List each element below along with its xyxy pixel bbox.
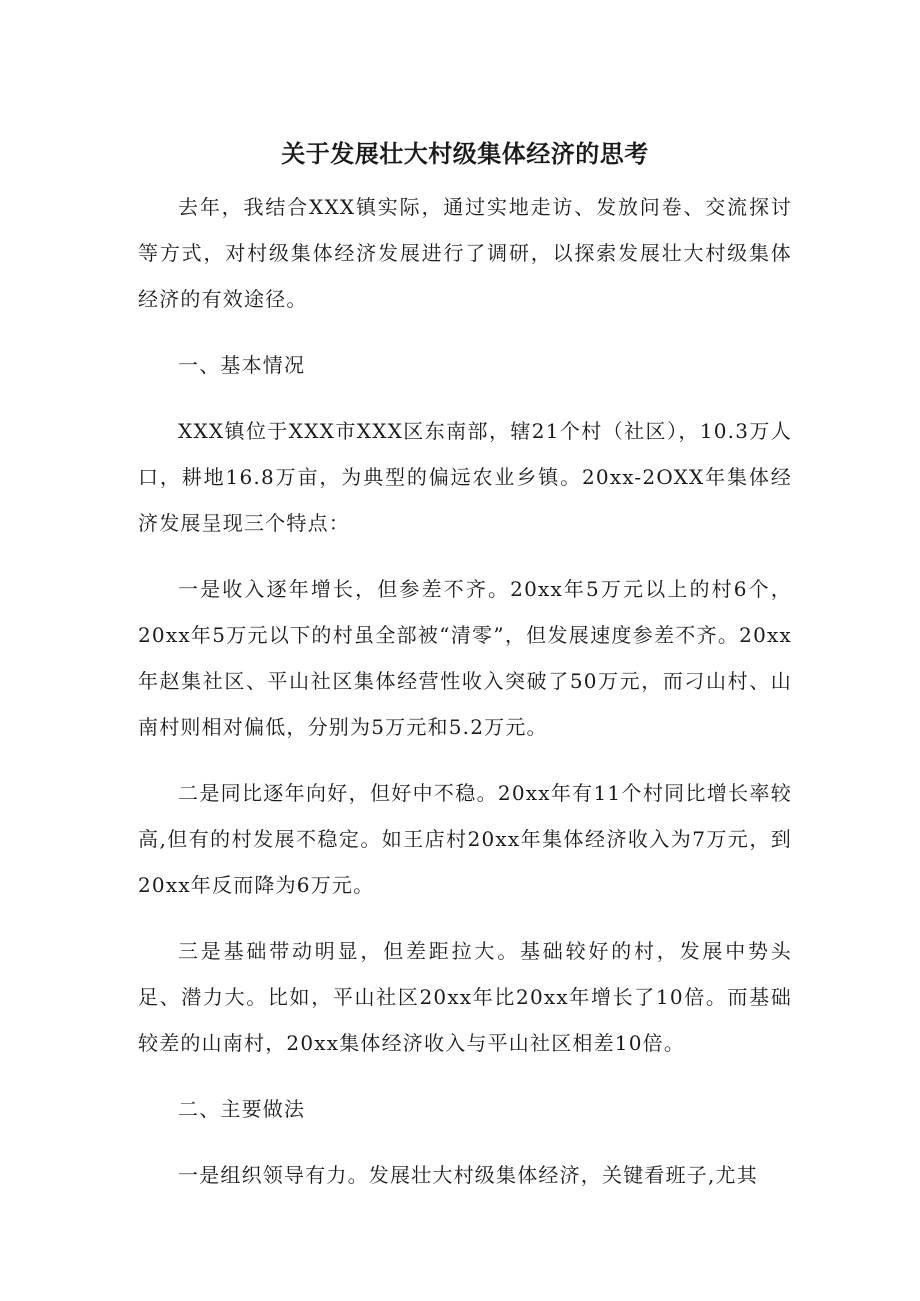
- feature-one-paragraph: 一是收入逐年增长，但参差不齐。20xx年5万元以上的村6个，20xx年5万元以下的村虽全部被“清零”，但发展速度参差不齐。20xx年赵集社区、平山社区集体经营性收入突破了50万元，而刁山村、山南村则相对偏低，分别为5万元和5.2万元。: [138, 577, 792, 739]
- feature-three-paragraph: 三是基础带动明显，但差距拉大。基础较好的村，发展中势头足、潜力大。比如，平山社区20xx年比20xx年增长了10倍。而基础较差的山南村，20xx集体经济收入与平山社区相差10倍。: [138, 939, 792, 1055]
- document-title: 关于发展壮大村级集体经济的思考: [281, 140, 649, 168]
- section-heading-main-practices: 二、主要做法: [178, 1097, 306, 1121]
- overview-paragraph: XXX镇位于XXX市XXX区东南部，辖21个村（社区），10.3万人口，耕地16.8万亩，为典型的偏远农业乡镇。20xx-2OXX年集体经济发展呈现三个特点：: [138, 419, 792, 535]
- section-heading-basic-situation: 一、基本情况: [178, 353, 306, 377]
- document-page: [138, 130, 792, 1218]
- practice-one-paragraph: 一是组织领导有力。发展壮大村级集体经济，关键看班子,尤其: [178, 1163, 758, 1187]
- intro-paragraph: 去年，我结合XXX镇实际，通过实地走访、发放问卷、交流探讨等方式，对村级集体经济发展进行了调研，以探索发展壮大村级集体经济的有效途径。: [138, 195, 792, 311]
- feature-two-paragraph: 二是同比逐年向好，但好中不稳。20xx年有11个村同比增长率较高,但有的村发展不稳定。如王店村20xx年集体经济收入为7万元，到20xx年反而降为6万元。: [138, 781, 792, 897]
